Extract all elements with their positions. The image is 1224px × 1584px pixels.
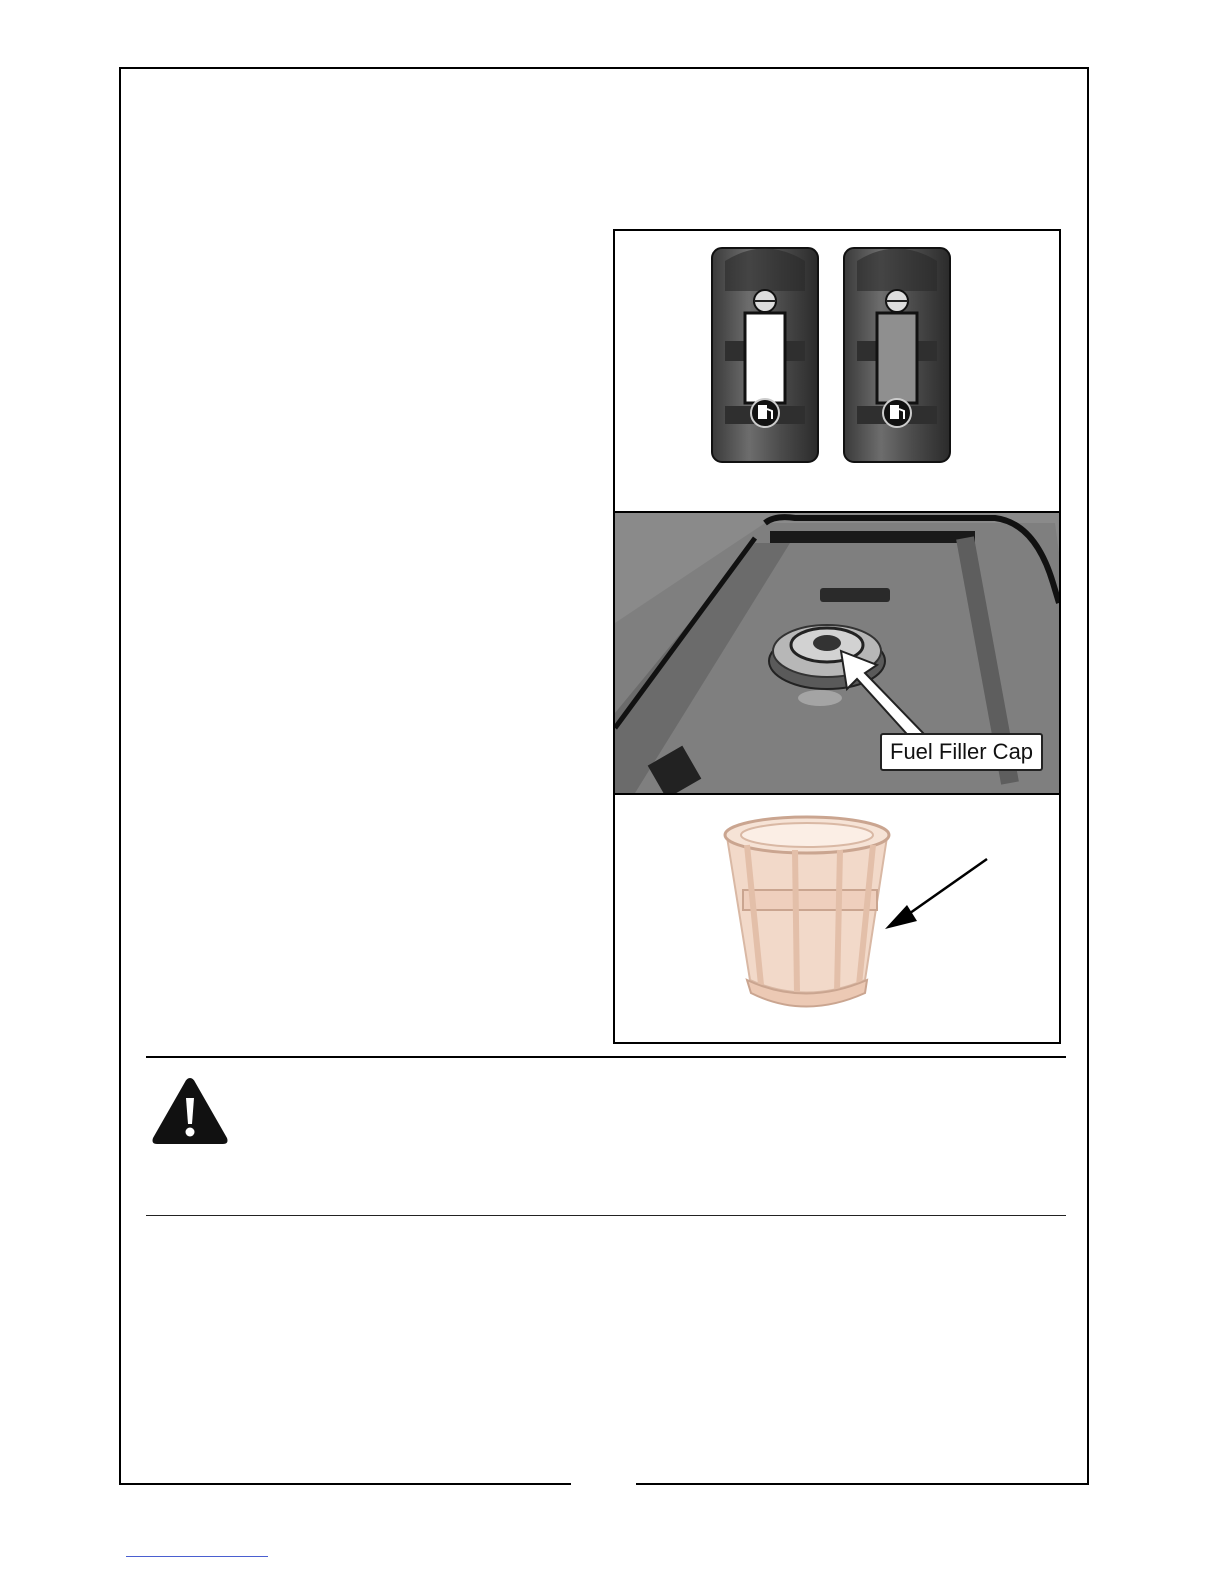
arrow-icon: [885, 859, 987, 929]
figure-column: [613, 229, 1061, 1044]
warning-rule-bottom: [146, 1215, 1066, 1216]
fuel-filter-strainer: [725, 817, 889, 1007]
fuel-gauge-illustration: [615, 231, 1059, 511]
page-bottom-rule-left: [119, 1483, 571, 1485]
fuel-filter-illustration: [615, 795, 1059, 1042]
footer-link-underline[interactable]: [126, 1556, 268, 1557]
fuel-filter-photo: [615, 795, 1059, 1042]
warning-rule-top: [146, 1056, 1066, 1058]
warning-triangle-icon: [150, 1074, 230, 1148]
fuel-gauge-photo: [615, 231, 1059, 511]
page-bottom-rule-right: [636, 1483, 1089, 1485]
fuel-filler-cap-label: Fuel Filler Cap: [880, 733, 1043, 771]
fuel-filler-photo: [615, 513, 1059, 793]
fuel-gauge-empty: [844, 248, 950, 462]
fuel-gauge-full: [712, 248, 818, 462]
